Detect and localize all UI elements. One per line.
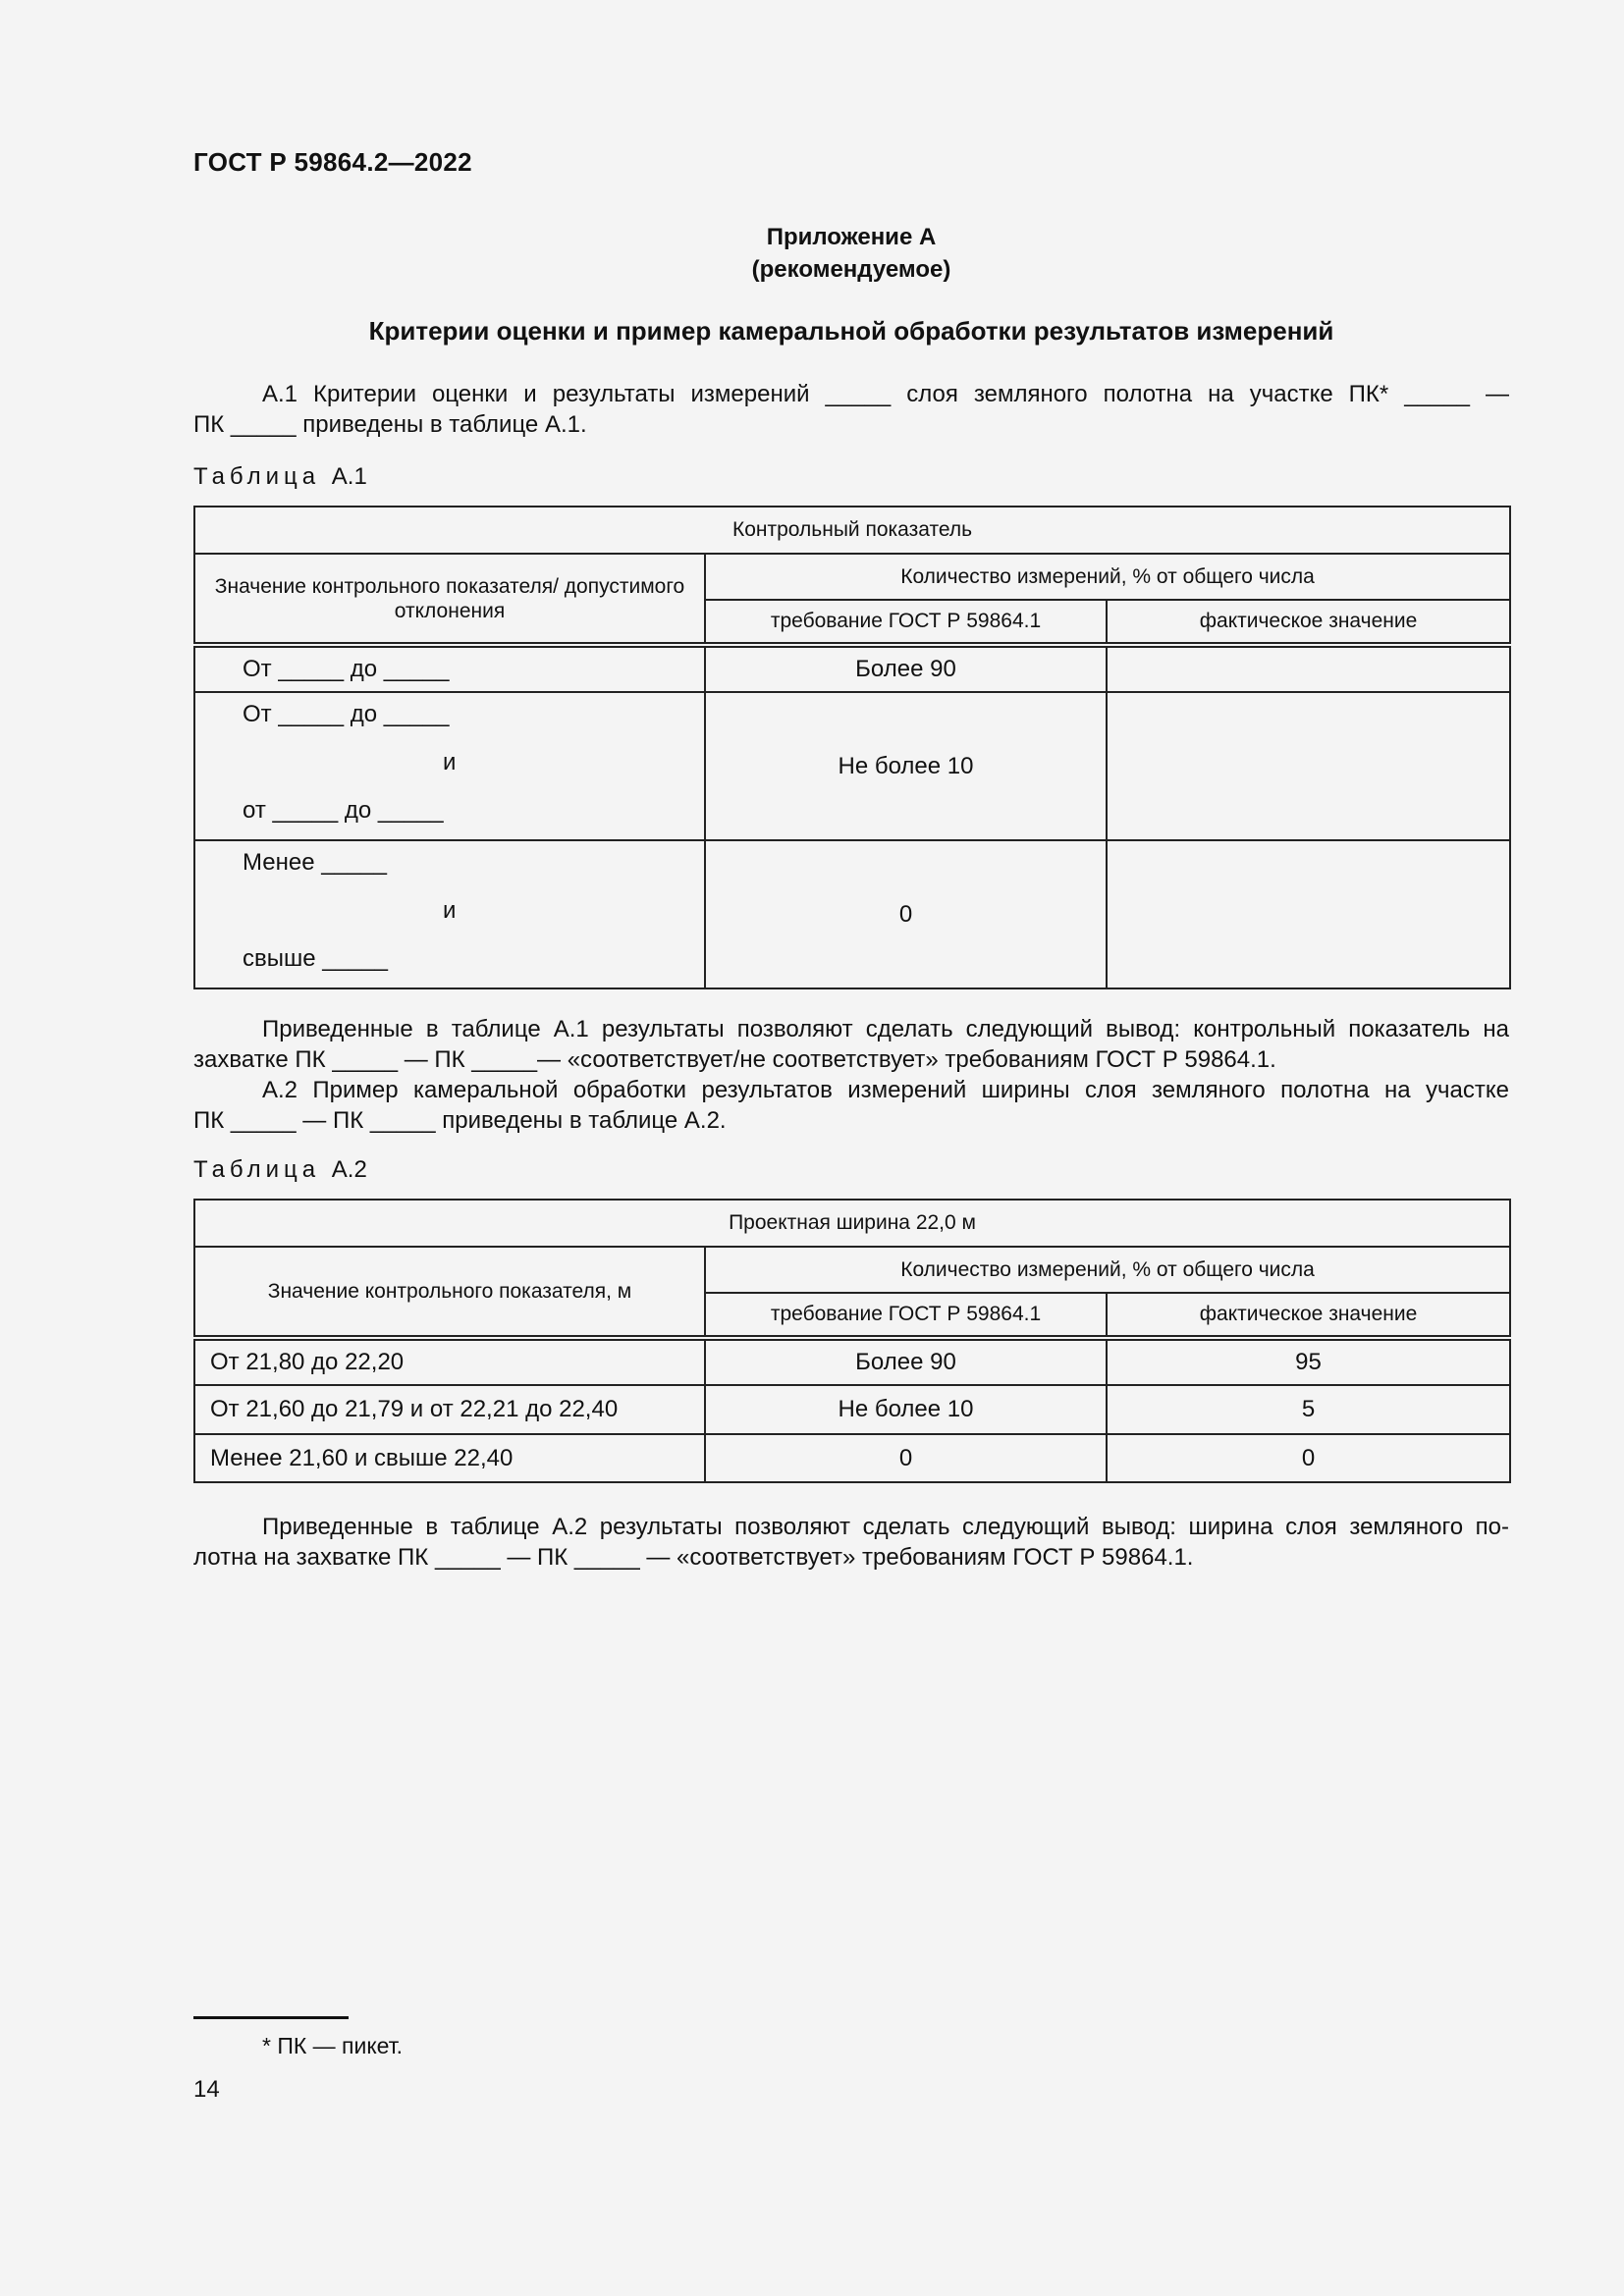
- section-title: Критерии оценки и пример камеральной обработки результатов измерений: [368, 316, 1334, 346]
- table1-col1-header: Значение контрольного показателя/ допустимого отклонения: [194, 554, 705, 645]
- table1-group-header: Количество измерений, % от общего числа: [705, 554, 1510, 600]
- appendix-title: Приложение А: [766, 224, 937, 250]
- table1-label-number: А.1: [331, 463, 367, 490]
- table2-cell: От 21,60 до 21,79 и от 22,21 до 22,40: [194, 1385, 705, 1434]
- page-number: 14: [193, 2076, 220, 2103]
- table2-cell: 5: [1107, 1385, 1510, 1434]
- paragraph-a2-line: А.2 Пример камеральной обработки результатов измерений ширины слоя земляного полотна на участке: [262, 1077, 1509, 1103]
- table2-cell: Не более 10: [705, 1385, 1107, 1434]
- conclusion-1: [193, 1014, 1509, 1136]
- table1-label-word: Таблица: [193, 463, 321, 490]
- paragraph-a2-line: ПК _____ — ПК _____ приведены в таблице А.2.: [193, 1107, 727, 1134]
- table1-cell: Не более 10: [705, 692, 1107, 840]
- table-row: [194, 645, 1510, 692]
- table-row: [194, 1385, 1510, 1434]
- table1-cell: 0: [705, 840, 1107, 988]
- table1-cell-line: от _____ до _____: [243, 797, 444, 824]
- table1-cell: [194, 840, 705, 988]
- table-a1: [193, 506, 1511, 989]
- table-row: [194, 692, 1510, 840]
- table2-cell: 0: [1107, 1434, 1510, 1482]
- table2-group-header: Количество измерений, % от общего числа: [705, 1247, 1510, 1293]
- table2-col3-header: фактическое значение: [1107, 1293, 1510, 1338]
- table1-cell: [194, 692, 705, 840]
- table1-cell-line: и: [443, 749, 457, 775]
- conclusion-2-line: Приведенные в таблице А.2 результаты позволяют сделать следующий вывод: ширина слоя земляного по-: [262, 1514, 1509, 1540]
- table2-cell: Более 90: [705, 1338, 1107, 1385]
- table-a2: [193, 1199, 1511, 1483]
- conclusion-1-line: Приведенные в таблице А.1 результаты позволяют сделать следующий вывод: контрольный показатель на: [262, 1016, 1509, 1042]
- table1-cell-line: От _____ до _____: [243, 701, 450, 727]
- table1-cell-line: и: [443, 897, 457, 924]
- paragraph-a1-line: ПК _____ приведены в таблице А.1.: [193, 411, 587, 438]
- table2-cell: 95: [1107, 1338, 1510, 1385]
- table2-label-word: Таблица: [193, 1156, 321, 1183]
- table1-cell-line: свыше _____: [243, 945, 389, 972]
- table2-col1-header: Значение контрольного показателя, м: [194, 1247, 705, 1338]
- conclusion-1-line: захватке ПК _____ — ПК _____— «соответствует/не соответствует» требованиям ГОСТ Р 59864.1.: [193, 1046, 1276, 1073]
- table1-cell: [1107, 692, 1510, 840]
- table1-cell: [1107, 645, 1510, 692]
- table1-cell-line: Менее _____: [243, 849, 387, 876]
- table2-label: [193, 1156, 367, 1184]
- table2-label-number: А.2: [331, 1156, 367, 1183]
- table-row: [194, 1434, 1510, 1482]
- table2-cell: Менее 21,60 и свыше 22,40: [194, 1434, 705, 1482]
- table2-cell: От 21,80 до 22,20: [194, 1338, 705, 1385]
- table-row: [194, 840, 1510, 988]
- table2-col2-header: требование ГОСТ Р 59864.1: [705, 1293, 1107, 1338]
- table1-cell: От _____ до _____: [194, 645, 705, 692]
- conclusion-2-line: лотна на захватке ПК _____ — ПК _____ — «соответствует» требованиям ГОСТ Р 59864.1.: [193, 1544, 1194, 1571]
- paragraph-a1: [193, 379, 1509, 440]
- table1-cell: [1107, 840, 1510, 988]
- document-code: ГОСТ Р 59864.2—2022: [193, 147, 472, 177]
- conclusion-2: [193, 1512, 1509, 1573]
- table2-title: Проектная ширина 22,0 м: [194, 1200, 1510, 1247]
- footnote-rule: [193, 2016, 349, 2019]
- table1-col3-header: фактическое значение: [1107, 600, 1510, 645]
- table-row: [194, 1338, 1510, 1385]
- paragraph-a1-line: А.1 Критерии оценки и результаты измерений _____ слоя земляного полотна на участке ПК* _____ —: [262, 381, 1509, 407]
- table1-label: [193, 463, 367, 491]
- footnote: * ПК — пикет.: [262, 2033, 404, 2058]
- table2-cell: 0: [705, 1434, 1107, 1482]
- table1-title: Контрольный показатель: [194, 507, 1510, 554]
- table1-col2-header: требование ГОСТ Р 59864.1: [705, 600, 1107, 645]
- appendix-status: (рекомендуемое): [751, 256, 951, 283]
- table1-cell: Более 90: [705, 645, 1107, 692]
